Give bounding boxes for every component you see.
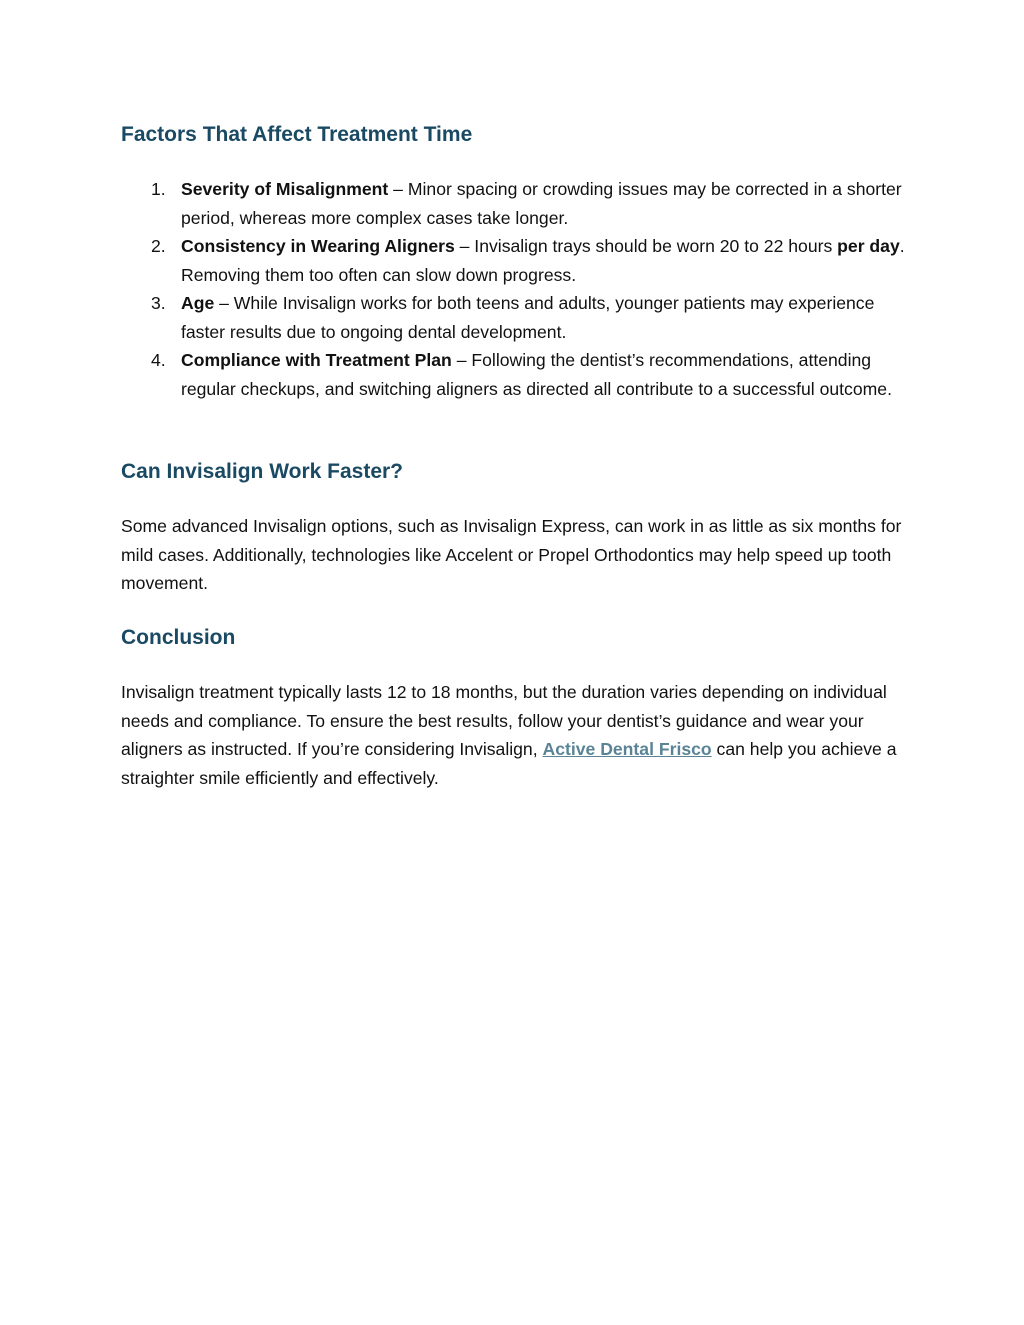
- list-item: [121, 232, 906, 289]
- section-heading-faster: Can Invisalign Work Faster?: [121, 460, 404, 483]
- list-item-text: – Minor spacing or crowding issues may be corrected in a shorter period, whereas more complex cases take longer.: [181, 179, 902, 228]
- list-item-number: 3.: [151, 293, 166, 313]
- list-item-title: Severity of Misalignment: [181, 179, 389, 199]
- active-dental-frisco-link[interactable]: Active Dental Frisco: [542, 739, 712, 759]
- list-item-title: Age: [181, 293, 215, 313]
- list-item: [121, 346, 906, 403]
- list-item-text: – While Invisalign works for both teens and adults, younger patients may experience faster results due to ongoing dental development.: [181, 293, 875, 342]
- list-item-number: 1.: [151, 179, 166, 199]
- list-item: [121, 175, 906, 232]
- list-item-title: Consistency in Wearing Aligners: [181, 236, 455, 256]
- conclusion-text-after: can help you achieve a straighter smile efficiently and effectively.: [121, 739, 897, 788]
- list-item-text: – Following the dentist’s recommendations, attending regular checkups, and switching aligners as directed all contribute to a successful outcome.: [181, 350, 892, 399]
- list-item-emphasis: per day: [837, 236, 900, 256]
- conclusion-text-before: Invisalign treatment typically lasts 12 to 18 months, but the duration varies depending on individual needs and compliance. To ensure the best results, follow your dentist’s guidance and wear your aligners as instructed. If you’re considering Invisalign,: [121, 682, 887, 759]
- section-heading-conclusion: Conclusion: [121, 626, 236, 649]
- list-item-number: 2.: [151, 236, 166, 256]
- faster-paragraph: Some advanced Invisalign options, such as Invisalign Express, can work in as little as six months for mild cases. Additionally, technologies like Accelent or Propel Orthodontics may help speed up tooth movement.: [121, 516, 902, 593]
- section-heading-factors: Factors That Affect Treatment Time: [121, 123, 473, 146]
- conclusion-paragraph: [121, 678, 906, 792]
- list-item-text-continued: . Removing them too often can slow down progress.: [181, 236, 905, 285]
- factors-list: [121, 175, 906, 403]
- list-item-number: 4.: [151, 350, 166, 370]
- list-item-title: Compliance with Treatment Plan: [181, 350, 452, 370]
- list-item-text: – Invisalign trays should be worn 20 to 22 hours: [454, 236, 838, 256]
- list-item: [121, 289, 906, 346]
